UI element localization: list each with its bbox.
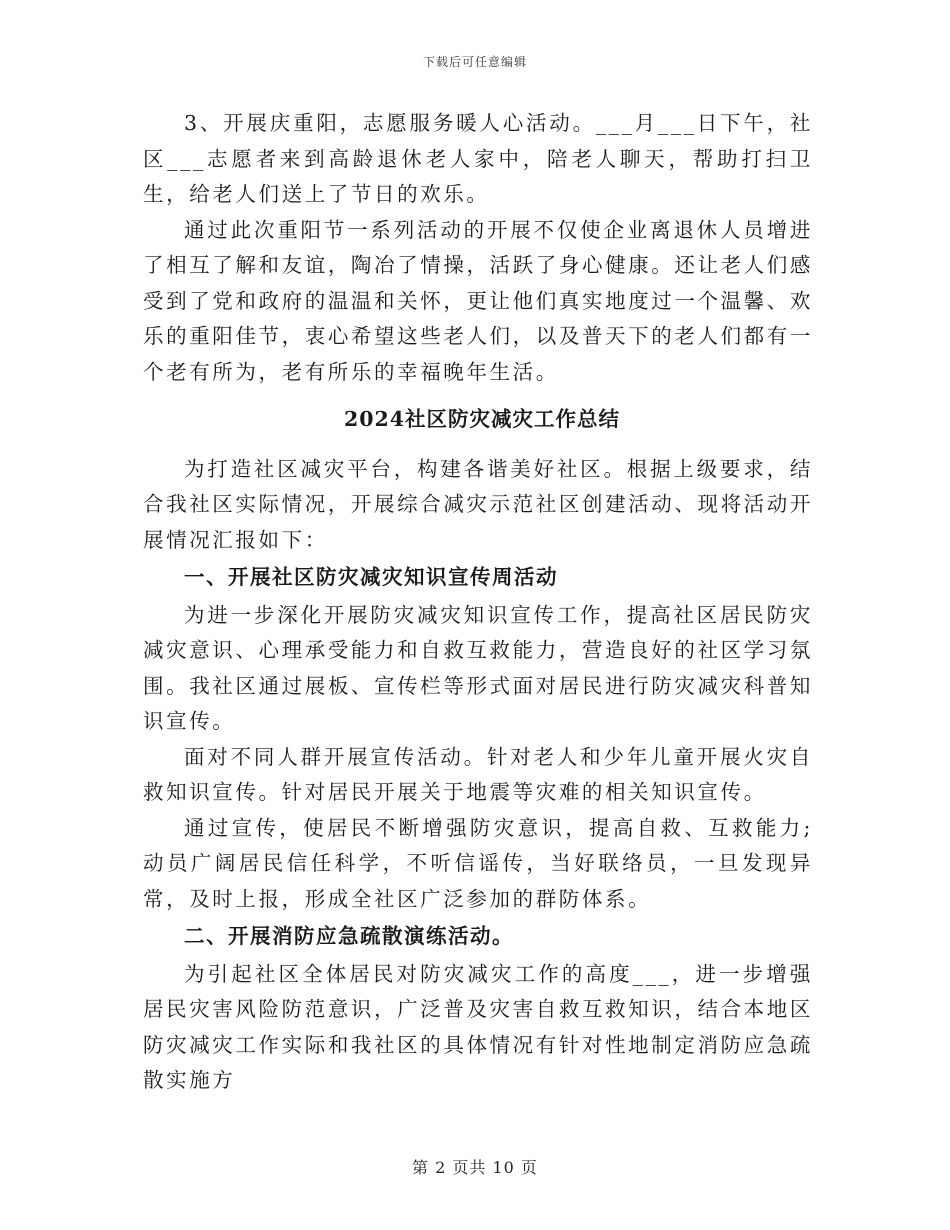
document-body xyxy=(143,106,813,1099)
section-heading-1: 一、开展社区防灾减灾知识宣传周活动 xyxy=(184,565,558,589)
document-title: 2024社区防灾减灾工作总结 xyxy=(343,407,621,431)
section1-paragraph: 面对不同人群开展宣传活动。针对老人和少年儿童开展火灾自救知识宣传。针对居民开展关于地震等灾难的相关知识宣传。 xyxy=(143,744,813,804)
paragraph-activity-3: 3、开展庆重阳，志愿服务暖人心活动。___月___日下午，社区___志愿者来到高龄退休老人家中，陪老人聊天，帮助打扫卫生，给老人们送上了节日的欢乐。 xyxy=(143,111,813,206)
page-header: 下载后可任意编辑 xyxy=(422,55,527,69)
section1-paragraph: 为进一步深化开展防灾减灾知识宣传工作，提高社区居民防灾减灾意识、心理承受能力和自救互救能力，营造良好的社区学习氛围。我社区通过展板、宣传栏等形式面对居民进行防灾减灾科普知识宣传。 xyxy=(143,602,813,733)
section2-paragraph: 为引起社区全体居民对防灾减灾工作的高度___，进一步增强居民灾害风险防范意识，广泛普及灾害自救互救知识，结合本地区防灾减灾工作实际和我社区的具体情况有针对性地制定消防应急疏散实施方 xyxy=(143,961,813,1092)
section-heading-2: 二、开展消防应急疏散演练活动。 xyxy=(184,924,514,948)
page-number-footer: 第 2 页共 10 页 xyxy=(412,1158,538,1177)
paragraph-summary: 通过此次重阳节一系列活动的开展不仅使企业离退休人员增进了相互了解和友谊，陶冶了情操，活跃了身心健康。还让老人们感受到了党和政府的温温和关怀，更让他们真实地度过一个温馨、欢乐的重阳佳节，衷心希望这些老人们，以及普天下的老人们都有一个老有所为，老有所乐的幸福晚年生活。 xyxy=(143,217,813,384)
section1-paragraph: 通过宣传，使居民不断增强防灾意识，提高自救、互救能力;动员广阔居民信任科学，不听信谣传，当好联络员，一旦发现异常，及时上报，形成全社区广泛参加的群防体系。 xyxy=(143,815,813,911)
paragraph-intro: 为打造社区减灾平台，构建各谐美好社区。根据上级要求，结合我社区实际情况，开展综合减灾示范社区创建活动、现将活动开展情况汇报如下： xyxy=(143,456,813,552)
